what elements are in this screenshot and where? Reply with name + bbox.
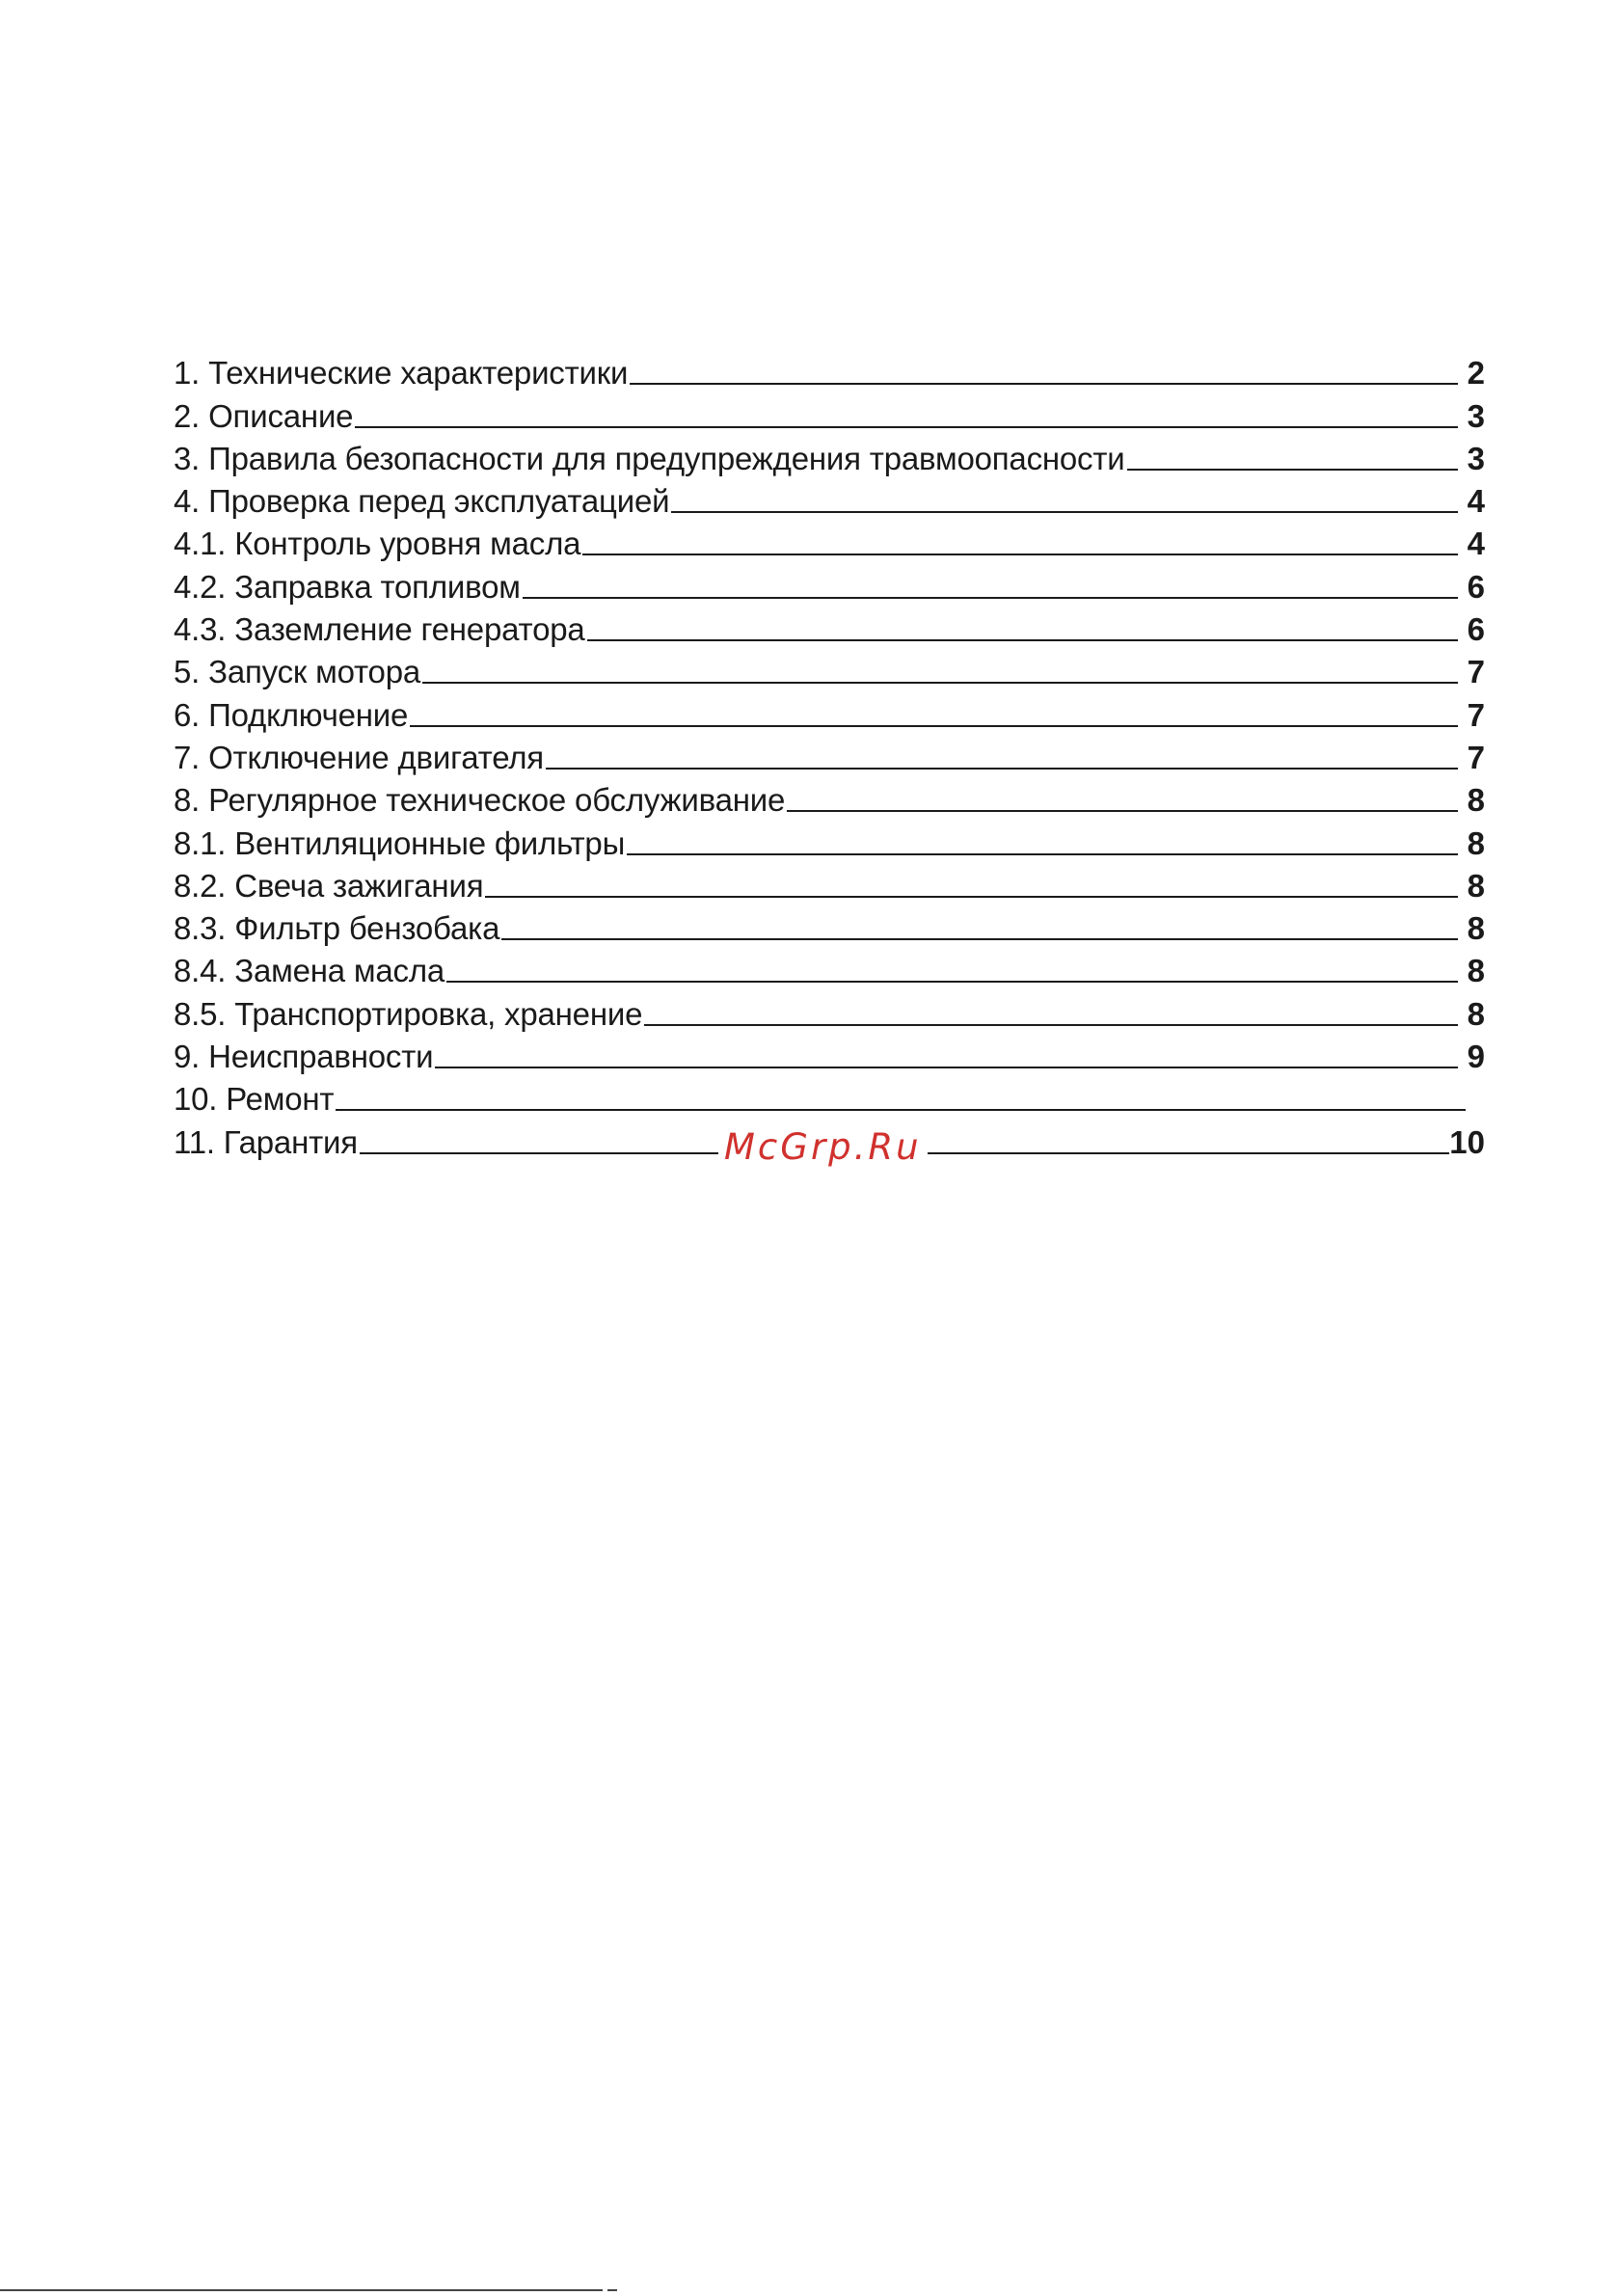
toc-entry-page: 8 <box>1467 910 1485 947</box>
toc-leader-line <box>644 1024 1458 1026</box>
toc-entry[interactable] <box>174 350 1485 392</box>
toc-leader-line <box>671 511 1458 513</box>
toc-leader-line <box>435 1067 1458 1068</box>
toc-entry-title: 4.2. Заправка топливом <box>174 568 521 605</box>
toc-entry[interactable] <box>174 1034 1485 1076</box>
toc-entry[interactable] <box>174 521 1485 563</box>
page-bottom-rule <box>0 2289 603 2291</box>
toc-leader-line <box>485 896 1458 898</box>
page-bottom-mark <box>607 2289 617 2291</box>
toc-entry-page: 3 <box>1467 440 1485 476</box>
toc-leader-line <box>336 1109 1466 1111</box>
table-of-contents <box>174 350 1485 1162</box>
toc-leader-line <box>355 426 1458 428</box>
toc-entry-page: 6 <box>1467 568 1485 605</box>
watermark: McGrp.Ru <box>718 1126 928 1168</box>
toc-entry-title: 4.1. Контроль уровня масла <box>174 526 581 562</box>
toc-entry-page: 9 <box>1467 1039 1485 1075</box>
toc-entry[interactable] <box>174 392 1485 435</box>
toc-entry-title: 8.4. Замена масла <box>174 953 445 989</box>
toc-entry-page: 7 <box>1467 696 1485 733</box>
toc-entry-page: 7 <box>1467 654 1485 690</box>
toc-entry-title: 4.3. Заземление генератора <box>174 611 585 648</box>
toc-entry[interactable] <box>174 436 1485 478</box>
toc-leader-line <box>627 853 1458 855</box>
toc-entry[interactable] <box>174 478 1485 521</box>
toc-entry-page: 4 <box>1467 526 1485 562</box>
toc-entry-page: 8 <box>1467 782 1485 819</box>
toc-leader-line <box>1127 469 1458 471</box>
toc-leader-line <box>422 682 1458 684</box>
toc-entry-page: 8 <box>1467 867 1485 904</box>
toc-entry-page: 6 <box>1467 611 1485 648</box>
toc-entry[interactable] <box>174 607 1485 649</box>
toc-entry[interactable] <box>174 1076 1485 1119</box>
toc-entry-title: 8.1. Вентиляционные фильтры <box>174 824 626 861</box>
toc-entry[interactable] <box>174 777 1485 820</box>
toc-entry-title: 1. Технические характеристики <box>174 355 629 392</box>
toc-entry-title: 2. Описание <box>174 397 354 434</box>
toc-entry[interactable] <box>174 863 1485 905</box>
toc-leader-line <box>501 938 1458 940</box>
toc-entry-title: 10. Ремонт <box>174 1081 335 1118</box>
toc-entry-page: 2 <box>1467 355 1485 392</box>
toc-entry-title: 7. Отключение двигателя <box>174 739 544 775</box>
toc-entry[interactable] <box>174 563 1485 606</box>
toc-entry[interactable] <box>174 905 1485 948</box>
toc-entry-page: 4 <box>1467 483 1485 520</box>
toc-entry-page: 8 <box>1467 995 1485 1032</box>
toc-entry-page: 8 <box>1467 953 1485 989</box>
toc-entry-title: 8.2. Свеча зажигания <box>174 867 484 904</box>
toc-leader-line <box>787 810 1458 812</box>
toc-leader-line <box>546 768 1458 770</box>
toc-entry[interactable] <box>174 649 1485 691</box>
toc-entry[interactable] <box>174 990 1485 1033</box>
toc-entry-title: 8. Регулярное техническое обслуживание <box>174 782 786 819</box>
toc-leader-line <box>410 725 1458 727</box>
toc-entry-title: 4. Проверка перед эксплуатацией <box>174 483 670 520</box>
toc-entry[interactable] <box>174 948 1485 990</box>
toc-entry[interactable] <box>174 691 1485 734</box>
toc-entry-page: 10 <box>1449 1123 1485 1160</box>
toc-entry-title: 6. Подключение <box>174 696 409 733</box>
toc-entry-title: 8.3. Фильтр бензобака <box>174 910 500 947</box>
toc-entry[interactable] <box>174 820 1485 862</box>
toc-leader-line <box>523 597 1458 599</box>
toc-entry[interactable] <box>174 735 1485 777</box>
toc-entry-page: 3 <box>1467 397 1485 434</box>
toc-leader-line <box>630 383 1458 385</box>
toc-entry-title: 5. Запуск мотора <box>174 654 420 690</box>
toc-entry-title: 3. Правила безопасности для предупреждения травмоопасности <box>174 440 1125 476</box>
toc-leader-line <box>582 554 1458 555</box>
toc-entry-page: 8 <box>1467 824 1485 861</box>
toc-entry-title: 9. Неисправности <box>174 1039 434 1075</box>
toc-leader-line <box>446 981 1458 983</box>
toc-leader-line <box>587 639 1458 641</box>
toc-entry-page: 7 <box>1467 739 1485 775</box>
toc-entry-title: 11. Гарантия <box>174 1123 358 1160</box>
toc-entry-title: 8.5. Транспортировка, хранение <box>174 995 643 1032</box>
